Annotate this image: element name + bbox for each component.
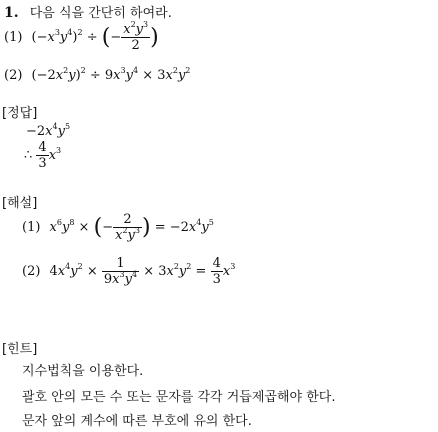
explanation-item-expression: $4x^4y^2$ × $\frac{1}{9x^3y^4}$ × $3x^2y^2$ = $\frac{4}{3}$ $x^3$ — [49, 256, 236, 287]
explanation-item-expression: $x^6y^8$ × (− $\frac{2}{x^2y^3}$ ) = $-2x^4y^5$ — [49, 212, 214, 243]
explanation-item-2 — [22, 256, 235, 287]
answer-line-1: $-2x^4y^5$ — [26, 122, 71, 139]
problem-item-label: (1) — [4, 30, 23, 45]
hint-line: 지수법칙을 이용한다. — [22, 364, 144, 379]
hint-heading: [힌트] — [2, 342, 38, 357]
problem-item-expression: $(-2x^2y)^2 \div 9x^3y^4 \times 3x^2y^2$ — [31, 66, 191, 83]
answer-heading: [정답] — [2, 106, 38, 121]
explanation-heading: [해설] — [2, 196, 38, 211]
explanation-item-label: (1) — [22, 220, 41, 235]
problem-item-1 — [4, 22, 159, 53]
problem-number: 1. — [4, 5, 19, 21]
problem-instruction: 다음 식을 간단히 하여라. — [29, 6, 172, 21]
problem-item-label: (2) — [4, 68, 23, 83]
hint-line: 문자 앞의 계수에 따른 부호에 유의 한다. — [22, 414, 252, 429]
problem-item-2 — [4, 64, 190, 83]
explanation-item-label: (2) — [22, 264, 41, 279]
problem-item-expression: $(-x^3y^4)^2$ ÷ (− $\frac{x^2y^3}{2}$ ) — [31, 20, 159, 53]
problem-header — [4, 2, 172, 21]
hint-line: 괄호 안의 모든 수 또는 문자를 각각 거듭제곱해야 한다. — [22, 390, 336, 405]
explanation-item-1 — [22, 212, 214, 243]
answer-line-2: ∴ $\frac{4}{3}$ $x^3$ — [24, 140, 62, 171]
